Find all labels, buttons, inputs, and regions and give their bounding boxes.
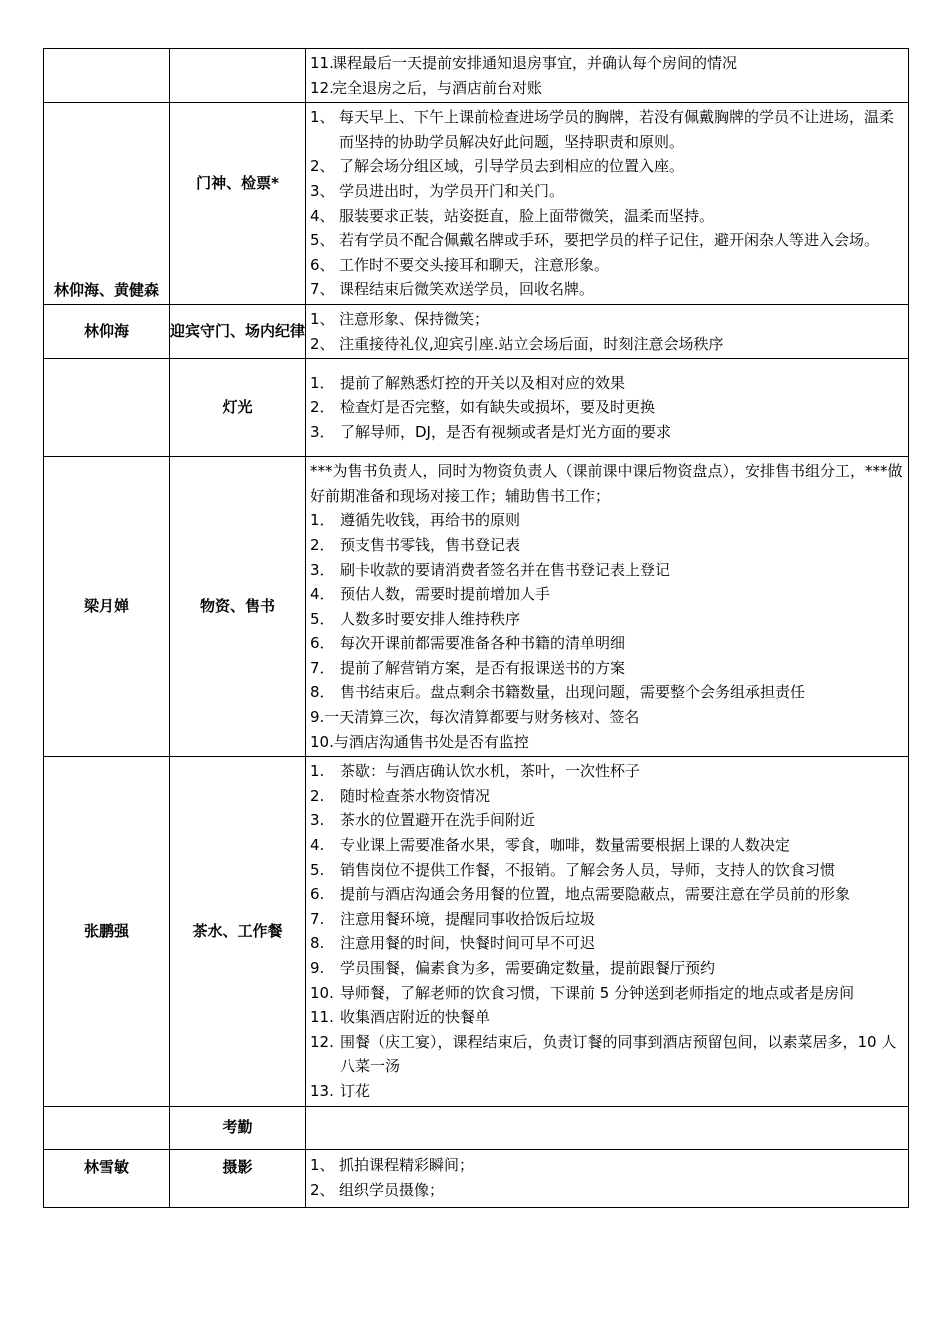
task-item (310, 784, 904, 809)
task-extra-line: 10.与酒店沟通售书处是否有监控 (310, 732, 529, 751)
task-list (310, 307, 904, 356)
task-item (310, 1079, 904, 1104)
task-text: 注意形象、保持微笑； (339, 309, 490, 328)
task-number: 7、 (310, 280, 335, 299)
task-text: 预估人数，需要时提前增加人手 (340, 585, 551, 604)
task-number: 8． (310, 683, 335, 702)
task-text: 课程结束后微笑欢送学员，回收名牌。 (339, 280, 595, 299)
task-text: 围餐（庆工宴），课程结束后，负责订餐的同事到酒店预留包间，以素菜居多，10 人八菜一汤 (340, 1032, 897, 1076)
table-row (44, 1106, 909, 1149)
task-item (310, 76, 904, 101)
task-list (310, 371, 904, 445)
task-text: 注意用餐环境，提醒同事收拾饭后垃圾 (340, 909, 596, 928)
task-item (310, 981, 904, 1006)
task-list (310, 105, 904, 302)
person-cell: 张鹏强 (44, 757, 170, 1106)
task-item (310, 907, 904, 932)
task-list (310, 51, 904, 100)
task-number: 1． (310, 373, 335, 392)
task-extra-line: 9.一天清算三次，每次清算都要与财务核对、签名 (310, 708, 640, 727)
task-item (310, 154, 904, 179)
task-number: 2、 (310, 1181, 335, 1200)
task-number: 2. (310, 786, 325, 805)
role-cell: 考勤 (170, 1106, 306, 1149)
task-intro: ***为售书负责人，同时为物资负责人（课前课中课后物资盘点），安排售书组分工，***做好前期准备和现场对接工作；辅助售书工作； (310, 462, 903, 505)
table-row (44, 103, 909, 305)
task-number: 3． (310, 422, 335, 441)
task-item (310, 179, 904, 204)
task-text: 茶歇：与酒店确认饮水机，茶叶，一次性杯子 (340, 762, 641, 781)
task-item (310, 680, 904, 705)
task-item (310, 808, 904, 833)
task-number: 11. (310, 1008, 334, 1027)
task-item (310, 1005, 904, 1030)
task-number: 5、 (310, 231, 335, 250)
task-item (310, 656, 904, 681)
task-item (310, 277, 904, 302)
task-item (310, 759, 904, 784)
task-list (310, 1153, 904, 1202)
task-number: 2． (310, 398, 335, 417)
task-item (310, 882, 904, 907)
task-number: 3. (310, 811, 325, 830)
task-text: 收集酒店附近的快餐单 (340, 1008, 491, 1027)
task-text: 组织学员摄像； (339, 1181, 445, 1200)
task-item (310, 582, 904, 607)
task-text: 刷卡收款的要请消费者签名并在售书登记表上登记 (340, 560, 671, 579)
role-cell: 茶水、工作餐 (170, 757, 306, 1106)
task-number: 13. (310, 1081, 334, 1100)
task-number: 3、 (310, 181, 335, 200)
task-cell (306, 359, 909, 457)
task-list (310, 759, 904, 1103)
table-row (44, 1149, 909, 1207)
person-cell (44, 359, 170, 457)
person-cell: 林仰海、黄健森 (44, 103, 170, 305)
table-row (44, 457, 909, 757)
task-text: 了解导师，DJ，是否有视频或者是灯光方面的要求 (340, 422, 671, 441)
task-text: 每天早上、下午上课前检查进场学员的胸牌，若没有佩戴胸牌的学员不让进场，温柔而坚持的协助学员解决好此问题，坚持职责和原则。 (339, 108, 895, 151)
task-text: 注意用餐的时间，快餐时间可早不可迟 (340, 934, 596, 953)
duty-assignment-table (43, 48, 909, 1208)
table-row (44, 304, 909, 358)
task-number: 9. (310, 959, 325, 977)
task-item (310, 420, 904, 445)
task-number: 10. (310, 983, 334, 1002)
task-item (310, 631, 904, 656)
task-item (310, 228, 904, 253)
task-text: 售书结束后。盘点剩余书籍数量，出现问题，需要整个会务组承担责任 (340, 683, 806, 702)
task-number: 2、 (310, 334, 335, 353)
task-text: 遵循先收钱，再给书的原则 (340, 511, 521, 530)
task-item (310, 833, 904, 858)
task-number: 6、 (310, 255, 335, 274)
task-number: 3． (310, 560, 335, 579)
task-number: 1、 (310, 108, 335, 127)
task-item (310, 956, 904, 981)
role-cell: 灯光 (170, 359, 306, 457)
task-text: 销售岗位不提供工作餐，不报销。了解会务人员，导师，支持人的饮食习惯 (340, 860, 836, 879)
task-number: 2． (310, 535, 335, 554)
task-text: 课程最后一天提前安排通知退房事宜，并确认每个房间的情况 (332, 54, 738, 72)
task-number: 1、 (310, 1156, 335, 1175)
role-cell: 摄影 (170, 1149, 306, 1207)
task-text: 提前了解营销方案，是否有报课送书的方案 (340, 658, 626, 677)
task-text: 预支售书零钱，售书登记表 (340, 535, 521, 554)
task-number: 6． (310, 634, 335, 653)
task-cell (306, 1106, 909, 1149)
task-number: 1． (310, 511, 335, 530)
task-number: 7. (310, 909, 325, 928)
task-number: 5． (310, 609, 335, 628)
task-text: 服装要求正装，站姿挺直，脸上面带微笑，温柔而坚持。 (339, 206, 715, 225)
task-number: 8. (310, 934, 325, 953)
task-item (310, 204, 904, 229)
person-cell: 梁月婵 (44, 457, 170, 757)
role-cell: 物资、售书 (170, 457, 306, 757)
task-item (310, 1153, 904, 1178)
task-text: 若有学员不配合佩戴名牌或手环，要把学员的样子记住，避开闲杂人等进入会场。 (339, 231, 880, 250)
task-text: 随时检查茶水物资情况 (340, 786, 491, 805)
person-cell (44, 49, 170, 103)
task-cell (306, 1149, 909, 1207)
task-item (310, 533, 904, 558)
task-item (310, 931, 904, 956)
task-text: 了解会场分组区域，引导学员去到相应的位置入座。 (339, 157, 685, 176)
task-list (310, 508, 904, 705)
task-text: 注重接待礼仪,迎宾引座.站立会场后面，时刻注意会场秩序 (339, 334, 724, 353)
task-number: 5. (310, 860, 325, 879)
task-number: 4． (310, 585, 335, 604)
task-number: 6. (310, 885, 325, 904)
task-number: 4、 (310, 206, 335, 225)
role-cell: 迎宾守门、场内纪律 (170, 304, 306, 358)
task-text: 完全退房之后，与酒店前台对账 (332, 78, 543, 97)
task-text: 工作时不要交头接耳和聊天，注意形象。 (339, 255, 610, 274)
task-cell (306, 49, 909, 103)
task-number: 1、 (310, 309, 335, 328)
task-number: 1. (310, 762, 325, 781)
task-number: 11. (310, 54, 339, 72)
task-item (310, 1030, 904, 1079)
role-cell: 门神、检票* (170, 103, 306, 305)
task-number: 12. (310, 78, 339, 97)
task-item (310, 51, 904, 76)
task-text: 学员围餐，偏素食为多，需要确定数量，提前跟餐厅预约 (340, 959, 716, 977)
task-number: 7． (310, 658, 335, 677)
task-text: 检查灯是否完整，如有缺失或损坏，要及时更换 (340, 398, 656, 417)
task-cell (306, 457, 909, 757)
task-text: 订花 (340, 1081, 371, 1100)
task-item (310, 607, 904, 632)
task-text: 茶水的位置避开在洗手间附近 (340, 811, 536, 830)
task-text: 学员进出时，为学员开门和关门。 (339, 181, 565, 200)
role-cell (170, 49, 306, 103)
task-item (310, 307, 904, 332)
task-item (310, 253, 904, 278)
task-item (310, 858, 904, 883)
table-row (44, 359, 909, 457)
table-row (44, 49, 909, 103)
person-cell: 林仰海 (44, 304, 170, 358)
task-text: 专业课上需要准备水果，零食，咖啡，数量需要根据上课的人数决定 (340, 836, 791, 855)
task-text: 每次开课前都需要准备各种书籍的清单明细 (340, 634, 626, 653)
table-row (44, 757, 909, 1106)
task-number: 4. (310, 836, 325, 855)
task-text: 抓拍课程精彩瞬间； (339, 1156, 475, 1175)
person-cell (44, 1106, 170, 1149)
task-cell (306, 103, 909, 305)
task-item (310, 558, 904, 583)
task-item (310, 371, 904, 396)
task-item (310, 395, 904, 420)
task-cell (306, 757, 909, 1106)
task-cell (306, 304, 909, 358)
task-text: 导师餐，了解老师的饮食习惯，下课前 5 分钟送到老师指定的地点或者是房间 (340, 983, 855, 1002)
task-text: 提前了解熟悉灯控的开关以及相对应的效果 (340, 373, 626, 392)
task-item (310, 105, 904, 154)
task-number: 2、 (310, 157, 335, 176)
task-item (310, 332, 904, 357)
task-number: 12. (310, 1032, 334, 1051)
task-item (310, 1178, 904, 1203)
task-text: 人数多时要安排人维持秩序 (340, 609, 521, 628)
person-cell: 林雪敏 (44, 1149, 170, 1207)
task-text: 提前与酒店沟通会务用餐的位置，地点需要隐蔽点，需要注意在学员前的形象 (340, 885, 851, 904)
task-item (310, 508, 904, 533)
